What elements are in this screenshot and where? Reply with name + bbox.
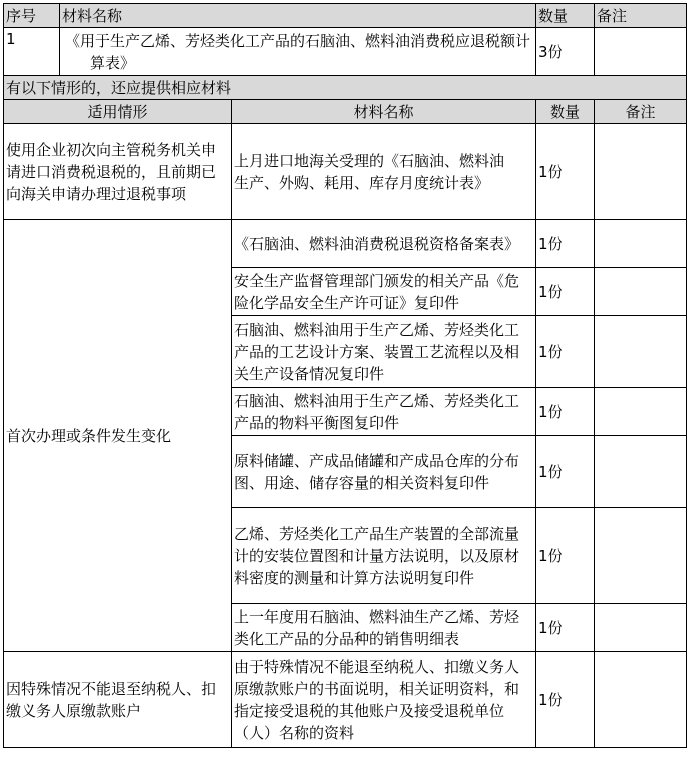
group2-item-qty: 1份 bbox=[536, 268, 595, 316]
header-no: 序号 bbox=[4, 4, 60, 28]
table-row bbox=[4, 652, 687, 748]
group2-item-note bbox=[595, 604, 687, 652]
group2-item-qty: 1份 bbox=[536, 220, 595, 268]
group1-item-qty: 1份 bbox=[536, 124, 595, 220]
table-row bbox=[4, 28, 687, 76]
group2-item-note bbox=[595, 316, 687, 388]
row1-no: 1 bbox=[4, 28, 60, 76]
sub-header-row bbox=[4, 100, 687, 124]
group2-item-note bbox=[595, 268, 687, 316]
group2-item-name: 上一年度用石脑油、燃料油生产乙烯、芳烃类化工产品的分品种的销售明细表 bbox=[232, 604, 536, 652]
group2-item-name: 《石脑油、燃料油消费税退税资格备案表》 bbox=[232, 220, 536, 268]
group2-item-name: 石脑油、燃料油用于生产乙烯、芳烃类化工产品的物料平衡图复印件 bbox=[232, 388, 536, 436]
sub-header-qty: 数量 bbox=[536, 100, 595, 124]
row1-qty: 3份 bbox=[536, 28, 595, 76]
table-row bbox=[4, 220, 687, 268]
group2-item-qty: 1份 bbox=[536, 508, 595, 604]
sub-header-note: 备注 bbox=[595, 100, 687, 124]
group2-item-name: 石脑油、燃料油用于生产乙烯、芳烃类化工产品的工艺设计方案、装置工艺流程以及相关生产设备情况复印件 bbox=[232, 316, 536, 388]
row1-name: 《用于生产乙烯、芳烃类化工产品的石脑油、燃料油消费税应退税额计算表》 bbox=[60, 28, 536, 76]
materials-table bbox=[3, 3, 687, 748]
group2-item-name: 乙烯、芳烃类化工产品生产装置的全部流量计的安装位置图和计量方法说明，以及原材料密度的测量和计算方法说明复印件 bbox=[232, 508, 536, 604]
header-name: 材料名称 bbox=[60, 4, 536, 28]
section-row bbox=[4, 76, 687, 100]
group2-item-note bbox=[595, 436, 687, 508]
group2-item-qty: 1份 bbox=[536, 316, 595, 388]
sub-header-situation: 适用情形 bbox=[4, 100, 232, 124]
header-row bbox=[4, 4, 687, 28]
group2-item-qty: 1份 bbox=[536, 604, 595, 652]
group2-item-note bbox=[595, 388, 687, 436]
group2-item-name: 原料储罐、产成品储罐和产成品仓库的分布图、用途、储存容量的相关资料复印件 bbox=[232, 436, 536, 508]
group3-item-qty: 1份 bbox=[536, 652, 595, 748]
section-title: 有以下情形的，还应提供相应材料 bbox=[4, 76, 687, 100]
group1-item-name: 上月进口地海关受理的《石脑油、燃料油 生产、外购、耗用、库存月度统计表》 bbox=[232, 124, 536, 220]
header-note: 备注 bbox=[595, 4, 687, 28]
header-qty: 数量 bbox=[536, 4, 595, 28]
group3-item-note bbox=[595, 652, 687, 748]
group1-item-note bbox=[595, 124, 687, 220]
group2-situation: 首次办理或条件发生变化 bbox=[4, 220, 232, 652]
group3-situation: 因特殊情况不能退至纳税人、扣缴义务人原缴款账户 bbox=[4, 652, 232, 748]
table-row bbox=[4, 124, 687, 220]
group1-situation: 使用企业初次向主管税务机关申请进口消费税退税的，且前期已向海关申请办理过退税事项 bbox=[4, 124, 232, 220]
row1-note bbox=[595, 28, 687, 76]
group2-item-note bbox=[595, 508, 687, 604]
group2-item-qty: 1份 bbox=[536, 388, 595, 436]
group2-item-note bbox=[595, 220, 687, 268]
group2-item-qty: 1份 bbox=[536, 436, 595, 508]
sub-header-name: 材料名称 bbox=[232, 100, 536, 124]
group2-item-name: 安全生产监督管理部门颁发的相关产品《危险化学品安全生产许可证》复印件 bbox=[232, 268, 536, 316]
group3-item-name: 由于特殊情况不能退至纳税人、扣缴义务人原缴款账户的书面说明，相关证明资料，和指定接受退税的其他账户及接受退税单位（人）名称的资料 bbox=[232, 652, 536, 748]
